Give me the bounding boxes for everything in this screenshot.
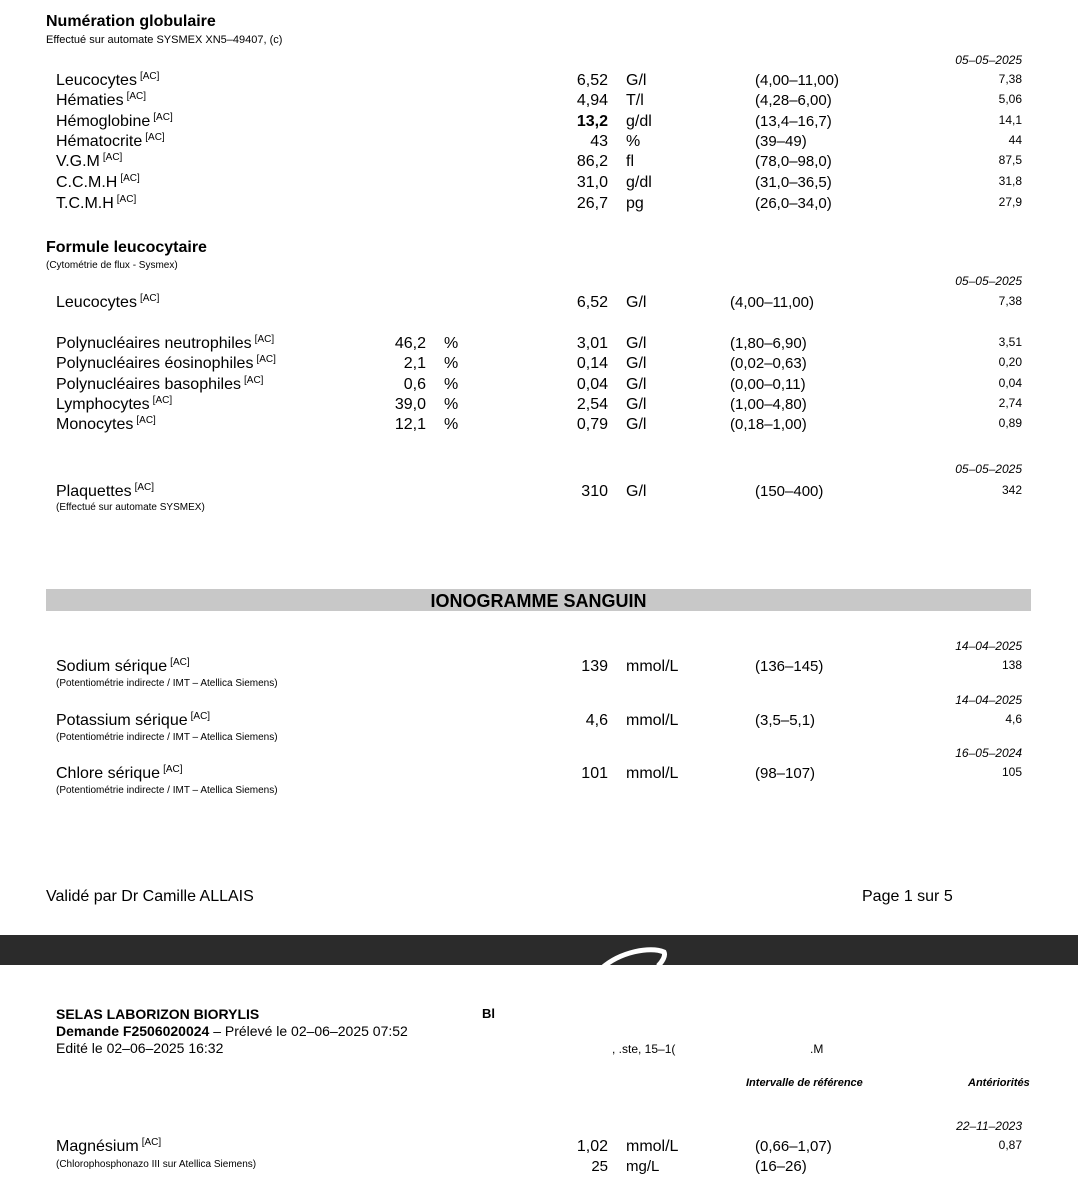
result-date: 14–04–2025	[955, 693, 1022, 707]
result-label: Monocytes [AC]	[56, 414, 156, 433]
formule-date: 05–05–2025	[955, 274, 1022, 288]
result-percent-unit: %	[444, 416, 459, 433]
page-separator	[0, 935, 1078, 965]
result-unit: %	[626, 133, 641, 150]
result-value: 4,94	[576, 92, 608, 109]
result-value: 6,52	[576, 72, 608, 89]
result-previous: 27,9	[998, 195, 1022, 209]
result-ref-range: (39–49)	[755, 133, 807, 150]
result-unit: pg	[626, 195, 644, 212]
result-label: Hémoglobine [AC]	[56, 111, 173, 130]
magnesium-value-2: 25	[591, 1158, 608, 1175]
result-unit: G/l	[626, 355, 647, 372]
result-percent: 0,6	[403, 376, 426, 393]
result-ref-range: (0,00–0,11)	[730, 376, 806, 393]
formule-subtitle: (Cytométrie de flux - Sysmex)	[46, 260, 178, 271]
demande-line: Demande F2506020024 – Prélevé le 02–06–2025 07:52	[56, 1023, 408, 1039]
magnesium-label: Magnésium [AC]	[56, 1136, 162, 1155]
formule-leuco-ref: (4,00–11,00)	[730, 294, 814, 311]
result-label: Hématies [AC]	[56, 90, 147, 109]
result-percent-unit: %	[444, 335, 459, 352]
validated-by: Validé par Dr Camille ALLAIS	[46, 888, 254, 905]
result-value: 2,54	[576, 396, 608, 413]
result-value: 26,7	[576, 195, 608, 212]
result-label: Potassium sérique [AC]	[56, 710, 211, 729]
result-percent: 39,0	[394, 396, 426, 413]
formule-leuco-label: Leucocytes [AC]	[56, 292, 160, 311]
result-label: C.C.M.H [AC]	[56, 172, 140, 191]
result-ref-range: (31,0–36,5)	[755, 174, 832, 191]
plaquettes-unit: G/l	[626, 483, 647, 500]
result-unit: G/l	[626, 396, 647, 413]
result-method-note: (Potentiométrie indirecte / IMT – Atellica Siemens)	[56, 678, 278, 689]
result-value: 4,6	[585, 712, 608, 729]
lab-logo-fragment-icon	[600, 946, 680, 970]
result-previous: 3,51	[998, 335, 1022, 349]
result-ref-range: (4,28–6,00)	[755, 92, 832, 109]
result-percent: 12,1	[394, 416, 426, 433]
result-method-note: (Potentiométrie indirecte / IMT – Atellica Siemens)	[56, 732, 278, 743]
result-percent: 46,2	[394, 335, 426, 352]
result-label: Lymphocytes [AC]	[56, 394, 173, 413]
result-value: 0,79	[576, 416, 608, 433]
result-previous: 5,06	[998, 92, 1022, 106]
result-previous: 138	[1001, 658, 1022, 672]
magnesium-unit-2: mg/L	[626, 1158, 660, 1175]
result-ref-range: (136–145)	[755, 658, 824, 675]
magnesium-unit: mmol/L	[626, 1138, 679, 1155]
result-unit: fl	[626, 153, 634, 170]
result-ref-range: (26,0–34,0)	[755, 195, 832, 212]
magnesium-ref: (0,66–1,07)	[755, 1138, 832, 1155]
result-percent-unit: %	[444, 376, 459, 393]
plaquettes-value: 310	[581, 483, 608, 500]
result-label: Chlore sérique [AC]	[56, 763, 183, 782]
result-label: Polynucléaires neutrophiles [AC]	[56, 333, 275, 352]
result-value: 0,04	[576, 376, 608, 393]
result-date: 16–05–2024	[955, 746, 1022, 760]
result-unit: mmol/L	[626, 658, 679, 675]
result-ref-range: (13,4–16,7)	[755, 113, 832, 130]
result-label: Hématocrite [AC]	[56, 131, 165, 150]
result-percent: 2,1	[403, 355, 426, 372]
result-ref-range: (4,00–11,00)	[755, 72, 839, 89]
result-percent-unit: %	[444, 355, 459, 372]
partial-header-text: Bl	[482, 1006, 495, 1021]
formule-leuco-value: 6,52	[576, 294, 608, 311]
edite-line: Edité le 02–06–2025 16:32	[56, 1040, 224, 1056]
result-label: T.C.M.H [AC]	[56, 193, 137, 212]
result-value: 0,14	[576, 355, 608, 372]
result-previous: 7,38	[998, 72, 1022, 86]
result-label: V.G.M [AC]	[56, 151, 123, 170]
numeration-date: 05–05–2025	[955, 53, 1022, 67]
result-method-note: (Potentiométrie indirecte / IMT – Atellica Siemens)	[56, 785, 278, 796]
result-percent-unit: %	[444, 396, 459, 413]
magnesium-date: 22–11–2023	[956, 1119, 1022, 1133]
result-previous: 0,04	[998, 376, 1022, 390]
result-previous: 44	[1008, 133, 1022, 147]
result-value: 3,01	[576, 335, 608, 352]
plaquettes-note: (Effectué sur automate SYSMEX)	[56, 502, 205, 513]
magnesium-ref-2: (16–26)	[755, 1158, 807, 1175]
iono-title: IONOGRAMME SANGUIN	[430, 591, 647, 611]
partial-address-text-2: .M	[810, 1042, 824, 1056]
result-ref-range: (1,80–6,90)	[730, 335, 807, 352]
result-unit: mmol/L	[626, 712, 679, 729]
result-value: 101	[581, 765, 608, 782]
col-header-anteriorites: Antériorités	[968, 1077, 1030, 1089]
result-previous: 31,8	[998, 174, 1022, 188]
result-unit: mmol/L	[626, 765, 679, 782]
result-date: 14–04–2025	[955, 639, 1022, 653]
result-label: Sodium sérique [AC]	[56, 656, 190, 675]
result-previous: 0,20	[998, 355, 1022, 369]
result-unit: g/dl	[626, 174, 652, 191]
col-header-ref: Intervalle de référence	[746, 1077, 863, 1089]
plaquettes-prev: 342	[1001, 483, 1022, 497]
result-value: 86,2	[576, 153, 608, 170]
partial-address-text: , .ste, 15–1(	[612, 1042, 676, 1056]
result-ref-range: (0,02–0,63)	[730, 355, 807, 372]
result-previous: 2,74	[998, 396, 1022, 410]
numeration-title: Numération globulaire	[46, 13, 216, 30]
result-label: Leucocytes [AC]	[56, 70, 160, 89]
formule-title: Formule leucocytaire	[46, 239, 207, 256]
result-previous: 105	[1001, 765, 1022, 779]
result-value: 31,0	[576, 174, 608, 191]
magnesium-value: 1,02	[576, 1138, 608, 1155]
result-unit: G/l	[626, 376, 647, 393]
magnesium-note: (Chlorophosphonazo III sur Atellica Siemens)	[56, 1159, 257, 1170]
result-unit: T/l	[626, 92, 644, 109]
result-ref-range: (0,18–1,00)	[730, 416, 807, 433]
iono-section-band	[46, 589, 1031, 611]
result-value: 139	[581, 658, 608, 675]
result-ref-range: (78,0–98,0)	[755, 153, 832, 170]
plaquettes-date: 05–05–2025	[955, 462, 1022, 476]
result-label: Polynucléaires éosinophiles [AC]	[56, 353, 276, 372]
result-previous: 4,6	[1005, 712, 1022, 726]
result-ref-range: (3,5–5,1)	[755, 712, 816, 729]
result-ref-range: (98–107)	[755, 765, 816, 782]
magnesium-prev: 0,87	[998, 1138, 1022, 1152]
result-previous: 0,89	[998, 416, 1022, 430]
result-unit: G/l	[626, 335, 647, 352]
page-number: Page 1 sur 5	[862, 888, 953, 905]
result-value: 13,2	[576, 113, 608, 130]
result-previous: 14,1	[998, 113, 1022, 127]
plaquettes-ref: (150–400)	[755, 483, 824, 500]
formule-leuco-prev: 7,38	[998, 294, 1022, 308]
result-previous: 87,5	[998, 153, 1022, 167]
lab-name: SELAS LABORIZON BIORYLIS	[56, 1006, 260, 1022]
result-label: Polynucléaires basophiles [AC]	[56, 374, 264, 393]
formule-leuco-unit: G/l	[626, 294, 647, 311]
result-value: 43	[590, 133, 608, 150]
result-ref-range: (1,00–4,80)	[730, 396, 807, 413]
result-unit: g/dl	[626, 113, 652, 130]
result-unit: G/l	[626, 72, 647, 89]
result-unit: G/l	[626, 416, 647, 433]
numeration-subtitle: Effectué sur automate SYSMEX XN5–49407, (c)	[46, 34, 283, 46]
plaquettes-label: Plaquettes [AC]	[56, 481, 155, 500]
